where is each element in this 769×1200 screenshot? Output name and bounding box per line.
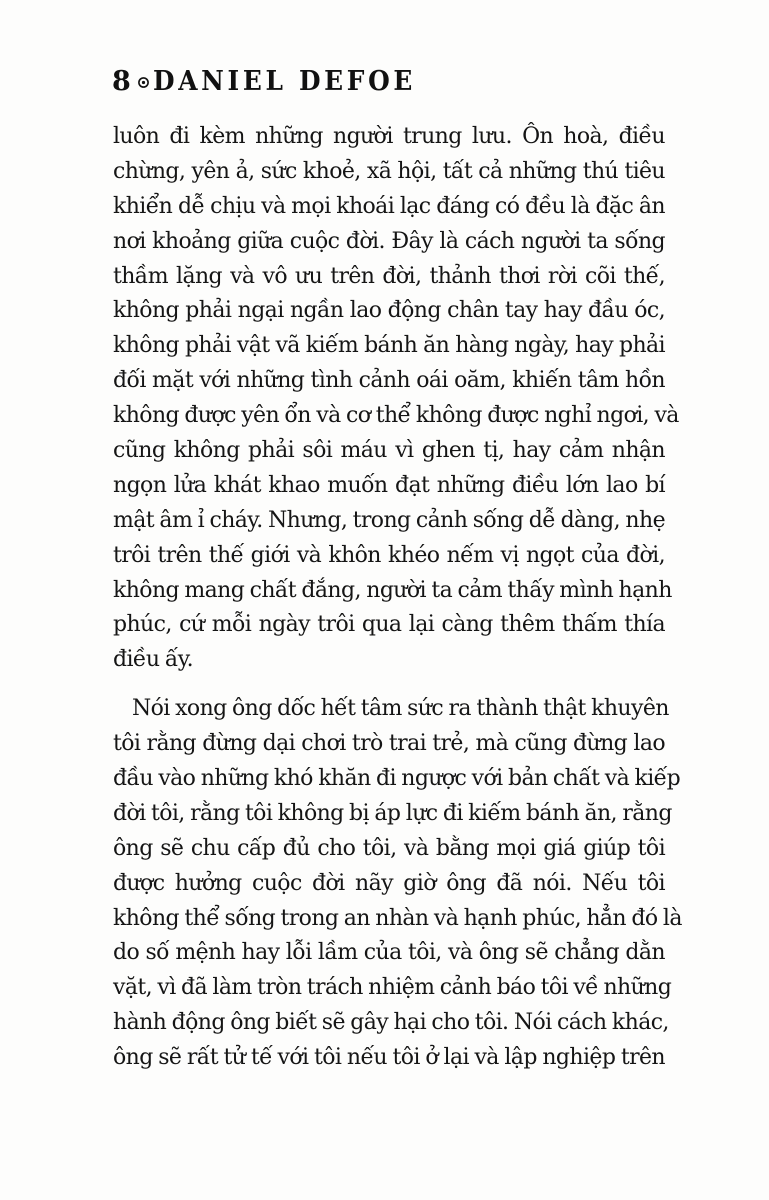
text-line: đời tôi, rằng tôi không bị áp lực đi kiếm bánh ăn, rằng [113, 800, 672, 826]
body-text [113, 120, 682, 1076]
text-line: Nói xong ông dốc hết tâm sức ra thành thật khuyên [132, 696, 669, 722]
text-line: điều ấy. [113, 647, 193, 673]
text-line: chừng, yên ả, sức khoẻ, xã hội, tất cả những thú tiêu [113, 158, 665, 184]
text-line: thầm lặng và vô ưu trên đời, thảnh thơi rời cõi thế, [113, 263, 665, 289]
text-line: không được yên ổn và cơ thể không được nghỉ ngơi, và [113, 403, 679, 429]
text-line: tôi rằng đừng dại chơi trò trai trẻ, mà cũng đừng lao [113, 731, 665, 757]
text-line: ông sẽ chu cấp đủ cho tôi, và bằng mọi giá giúp tôi [113, 835, 665, 861]
text-line: khiển dễ chịu và mọi khoái lạc đáng có đều là đặc ân [113, 193, 665, 219]
text-line: do số mệnh hay lỗi lầm của tôi, và ông sẽ chẳng dằn [113, 940, 665, 966]
text-line: vặt, vì đã làm tròn trách nhiệm cảnh báo tôi về những [113, 975, 672, 1001]
paragraph [113, 692, 682, 1076]
author-name: DANIEL DEFOE [152, 66, 416, 97]
page-number: 8 [112, 66, 131, 97]
text-line: hành động ông biết sẽ gây hại cho tôi. Nói cách khác, [113, 1010, 669, 1036]
text-line: đối mặt với những tình cảnh oái oăm, khiến tâm hồn [113, 368, 665, 394]
text-line: được hưởng cuộc đời nãy giờ ông đã nói. Nếu tôi [113, 870, 665, 896]
text-line: không phải ngại ngần lao động chân tay hay đầu óc, [113, 298, 665, 324]
text-line: mật âm ỉ cháy. Nhưng, trong cảnh sống dễ dàng, nhẹ [113, 507, 665, 533]
paragraph [113, 120, 679, 678]
text-line: ông sẽ rất tử tế với tôi nếu tôi ở lại và lập nghiệp trên [113, 1045, 665, 1071]
text-line: ngọn lửa khát khao muốn đạt những điều lớn lao bí [113, 472, 665, 498]
text-line: không phải vật vã kiếm bánh ăn hàng ngày, hay phải [113, 333, 665, 359]
ring-ornament-icon [137, 76, 150, 89]
text-line: không thể sống trong an nhàn và hạnh phúc, hẳn đó là [113, 905, 682, 931]
text-line: luôn đi kèm những người trung lưu. Ôn hoà, điều [113, 124, 665, 149]
paragraph-gap [113, 678, 665, 692]
text-line: nơi khoảng giữa cuộc đời. Đây là cách người ta sống [113, 228, 665, 254]
text-line: đầu vào những khó khăn đi ngược với bản chất và kiếp [113, 766, 681, 792]
text-line: không mang chất đắng, người ta cảm thấy mình hạnh [113, 577, 672, 603]
text-line: cũng không phải sôi máu vì ghen tị, hay cảm nhận [113, 438, 665, 464]
running-header [112, 62, 439, 102]
text-line: phúc, cứ mỗi ngày trôi qua lại càng thêm thấm thía [113, 612, 665, 638]
text-line: trôi trên thế giới và khôn khéo nếm vị ngọt của đời, [113, 542, 665, 568]
